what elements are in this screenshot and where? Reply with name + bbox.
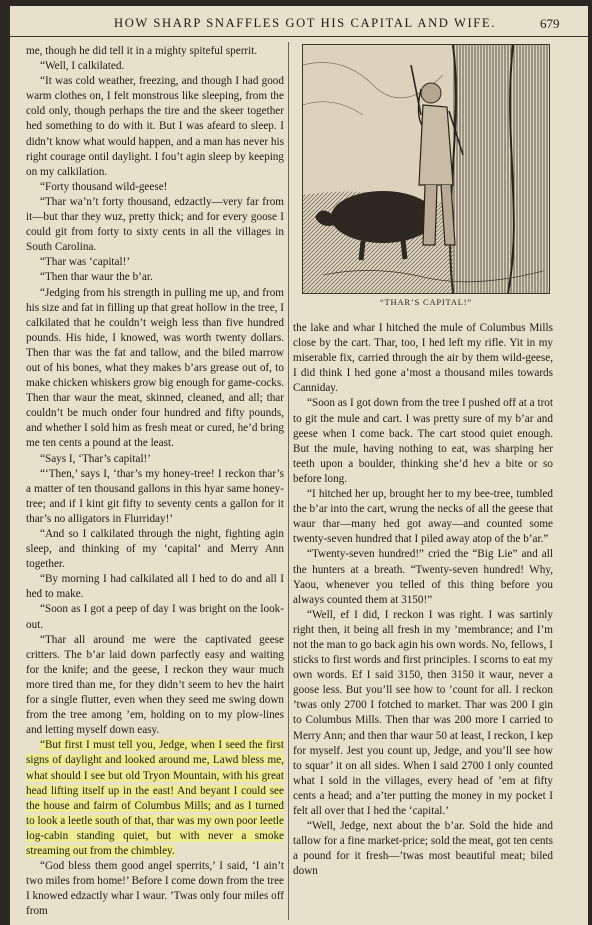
right-column [293, 321, 553, 879]
paragraph: “It was cold weather, freezing, and though I had good warm clothes on, I felt monstrous like sleeping, from the cold only, though perhaps the tire and the skeer together hed something to do with it. But I was afeard to sleep. I didn’t know what would happen, and a man has never his right courage ontil daylight. I fou’t agin sleep by keeping on my calkilation. [26, 75, 284, 178]
paragraph: “Well, I calkilated. [40, 60, 125, 73]
illustration-caption: “THAR’S CAPITAL!” [379, 297, 472, 307]
column-rule [288, 42, 289, 920]
running-header [10, 6, 588, 37]
paragraph: “‘Then,’ says I, ‘thar’s my honey-tree! I reckon thar’s a matter of ten thousand gallons in this hyar same honey-tree; and if I kint git fifty to seventy cents a gallon for it thar’s no alligators in Flurriday!’ [26, 467, 284, 525]
paragraph: the lake and whar I hitched the mule of Columbus Mills close by the cart. Thar, too, I hed left my rifle. Yit in my miserable fix, carried through the air by them wild-geese, I did think I hed gone a’most a thousand miles towards Canniday. [293, 322, 553, 395]
paragraph: me, though he did tell it in a mighty spiteful sperrit. [26, 45, 258, 57]
book-page [10, 6, 588, 925]
paragraph: “Forty thousand wild-geese! [40, 180, 168, 193]
highlighted-paragraph: “But first I must tell you, Jedge, when I seed the first signs of daylight and looked around me, Lawd bless me, what should I see but old Tryon Mountain, with his great head lifting itself up in the east! And beyant I could see the house and fairm of Columbus Mills; and as I turned to look a leetle south of that, thar was my own poor leetle log-cabin standing quiet, but with never a smoke streaming out from the chimbley. [26, 739, 284, 857]
paragraph: “Soon as I got a peep of day I was bright on the look-out. [26, 603, 284, 631]
left-column [26, 44, 284, 919]
paragraph: “Says I, ‘Thar’s capital!’ [40, 452, 152, 465]
paragraph: “Well, Jedge, next about the b’ar. Sold the hide and tallow for a fine market-price; sold the meat, got ten cents a pound for it fresh—’twas most beautiful meat; biled down [293, 820, 553, 878]
paragraph: “God bless them good angel sperrits,’ I said, ‘I ain’t two miles from home!’ Before I come down from the tree I knowed edzactly whar I waur. ’Twas only four miles off from [26, 860, 284, 918]
paragraph: “By morning I had calkilated all I hed to do and all I hed to make. [26, 573, 284, 601]
paragraph: “Twenty-seven hundred!” cried the “Big Lie” and all the hunters at a breath. “Twenty-seven hundred! Why, Yaou, whenever you telled of this thing before you always counted them at 3150!” [293, 548, 553, 606]
paragraph: “Jedging from his strength in pulling me up, and from his size and fat in filling up that great hollow in the tree, I calkilated that he couldn’t weigh less than five hundred pounds. His hide, I knowed, was worth twenty dollars. Then thar was the fat and tallow, and the biled marrow out of his bones, what they makes b’ars grease out of, to make chicken whiskers grow big enough for game-cocks. Then thar waur the meat, skinned, cleaned, and all; thar couldn’t be much onder four hundred and fifty pounds, and whether I sold him as fresh meat or cured, he’d bring me ten cents a pound at the least. [26, 286, 284, 450]
paragraph: “And so I calkilated through the night, fighting agin sleep, and thinking of my ‘capital’ and Merry Ann together. [26, 528, 284, 571]
paragraph: “I hitched her up, brought her to my bee-tree, tumbled the b’ar into the cart, wrung the necks of all the geese that waur thar—many hed got away—and counted some twenty-seven hundred that I piled away atop of the b’ar.” [293, 488, 553, 546]
header-title: HOW SHARP SNAFFLES GOT HIS CAPITAL AND WIFE. [114, 16, 496, 30]
paragraph: “Well, ef I did, I reckon I was right. I was sartinly right then, it being all fresh in my ’membrance; and I’m not the man to go back agin his own words. No, fellows, I sticks to first words and first principles. I scorns to eat my own words. Ef I said 3150, then 3150 it waur, never a goose less. But you’ll see how to ’count for all. I reckon ’twas only 2700 I fotched to market. Thar was 200 I gin to Columbus Mills. Then thar was 200 more I carried to Merry Ann; and then thar waur 50 at least, I reckon, I kep for myself. Jest you count up, Jedge, and you’ll see how to squar’ it on all sides. When I said 2700 I only counted what I sold in the villages, every head of ’em at fifty cents a head; and a’ter putting the money in my pocket I felt all over that I hed the ‘capital.’ [293, 608, 553, 817]
paragraph: “Thar was ‘capital!’ [40, 256, 131, 269]
paragraph: “Soon as I got down from the tree I pushed off at a trot to git the mule and cart. I was pretty sure of my b’ar and geese when I come back. The cart stood quiet enough. But the mule, having nothing to eat, was sharping her teeth upon a boulder, thinking she’d hev a bite or so before long. [293, 397, 553, 485]
paragraph: “Thar wa’n’t forty thousand, edzactly—very far from it—but thar they wuz, pretty thick; and for every goose I could git from forty to sixty cents in all the villages in South Carolina. [26, 195, 284, 254]
page-number: 679 [540, 16, 560, 31]
paragraph: “Then thar waur the b’ar. [40, 271, 153, 284]
engraving-illustration [302, 44, 550, 294]
paragraph: “Thar all around me were the captivated geese critters. The b’ar laid down parfectly easy and waiting for the knife; and the geese, I reckon they waur much more tired than me, for they didn’t seem to hev the hairt for a single flutter, even when they seed me swing down from the tree among ’em, holding on to my plow-lines and letting myself down easy. [26, 633, 284, 737]
